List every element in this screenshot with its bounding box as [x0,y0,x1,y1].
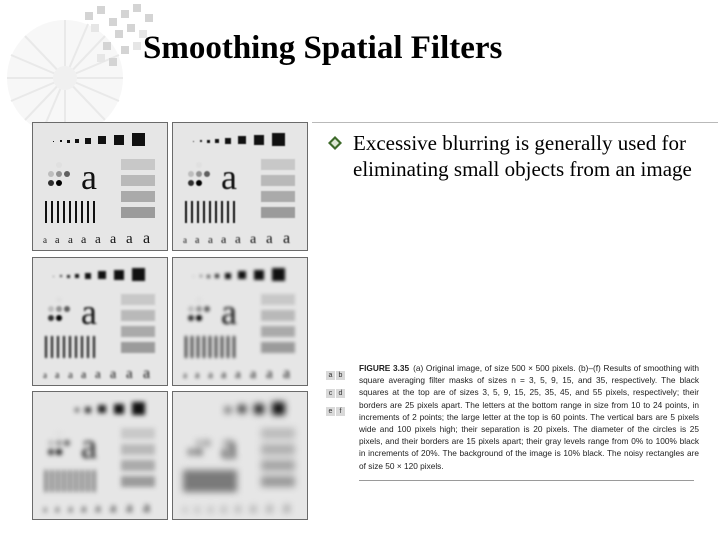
panel-key-c: c [326,389,335,398]
noisy-rectangles [121,159,155,218]
svg-text:a: a [55,370,60,381]
slide-title: Smoothing Spatial Filters [143,30,503,66]
panel-key [326,364,350,418]
svg-text:a: a [208,503,213,515]
svg-text:a: a [283,499,291,516]
svg-text:a: a [195,235,200,246]
caption-body [359,362,699,472]
svg-text:a: a [43,370,47,380]
svg-text:a: a [266,231,273,247]
svg-text:a: a [221,232,227,246]
svg-text:a: a [81,501,87,515]
svg-text:a: a [81,232,87,246]
svg-text:a: a [110,232,117,247]
blurred-image-n9 [173,258,307,385]
svg-text:a: a [110,501,117,516]
svg-text:a: a [81,292,97,332]
svg-text:a: a [195,504,200,515]
svg-text:a: a [55,235,60,246]
test-pattern-image [33,123,167,250]
svg-text:a: a [143,365,151,382]
blurred-image-n5 [33,258,167,385]
figure-panel-a [32,122,168,251]
svg-text:a: a [266,366,273,382]
svg-text:a: a [126,231,133,247]
svg-text:a: a [221,501,227,515]
svg-text:a: a [235,500,241,515]
vertical-bars [45,201,95,223]
svg-text:a: a [126,500,133,516]
svg-text:a: a [208,234,213,246]
blurred-image-n35 [173,392,307,519]
bullet-text: Excessive blurring is generally used for eliminating small objects from an image [353,131,692,181]
small-letters [43,230,150,247]
panel-key-f: f [336,407,345,416]
svg-text:a: a [81,426,97,466]
svg-text:a: a [195,370,200,381]
svg-text:a: a [183,504,187,514]
black-squares [53,133,145,146]
svg-text:a: a [266,500,273,516]
svg-text:a: a [221,367,227,381]
figure-panel-e [32,391,168,520]
svg-text:a: a [143,230,151,247]
panel-key-b: b [336,371,345,380]
figure-panel-d [172,257,308,386]
svg-text:a: a [55,504,60,515]
svg-text:a: a [43,504,47,514]
caption-divider [359,480,694,481]
figure-caption [326,362,698,482]
svg-text:a: a [95,500,101,515]
svg-text:a: a [221,292,237,332]
svg-text:a: a [208,369,213,381]
svg-text:a: a [235,231,241,246]
svg-text:a: a [95,231,101,246]
figure-panel-b [172,122,308,251]
svg-text:a: a [68,369,73,381]
blurred-image-n3 [173,123,307,250]
panel-key-e: e [326,407,335,416]
svg-text:a: a [283,365,291,382]
svg-text:a: a [68,503,73,515]
caption-label: FIGURE 3.35 [359,363,410,373]
svg-text:a: a [126,366,133,382]
diamond-bullet-icon [328,136,342,150]
svg-text:a: a [81,367,87,381]
blurred-image-n15 [33,392,167,519]
figure-panel-f [172,391,308,520]
header-divider [312,122,718,123]
svg-text:a: a [95,366,101,381]
svg-text:a: a [250,232,257,247]
svg-text:a: a [183,370,187,380]
svg-text:a: a [235,366,241,381]
svg-text:a: a [221,426,237,466]
large-letter: a [81,157,97,197]
svg-text:a: a [143,499,151,516]
svg-text:a: a [43,235,47,245]
svg-text:a: a [283,230,291,247]
caption-text: (a) Original image, of size 500 × 500 pixels. (b)–(f) Results of smoothing with square averaging filter masks of sizes n = 3, 5, 9, 15, and 35, respectively. The black squares at the top are of sizes 3, 5, 9, 15, 25, 35, 45, and 55 pixels, respectively; their borders are 25 pixels apart. The letters at the bottom range in size from 10 to 24 points, in increments of 2 points; the large letter at the top is 60 points. The vertical bars are 5 pixels wide and 100 pixels high; their separation is 20 pixels. The diameter of the circles is 25 pixels, and their borders are 15 pixels apart; their gray levels range from 0% to 100% black in increments of 20%. The background of the image is 10% black. The noisy rectangles are of size 50 × 120 pixels. [359,363,699,471]
figure-panel-c [32,257,168,386]
svg-text:a: a [110,367,117,382]
svg-text:a: a [183,235,187,245]
gray-circles [48,162,70,186]
svg-text:a: a [68,234,73,246]
svg-text:a: a [221,157,237,197]
panel-key-a: a [326,371,335,380]
svg-text:a: a [250,501,257,516]
panel-key-d: d [336,389,345,398]
svg-text:a: a [250,367,257,382]
